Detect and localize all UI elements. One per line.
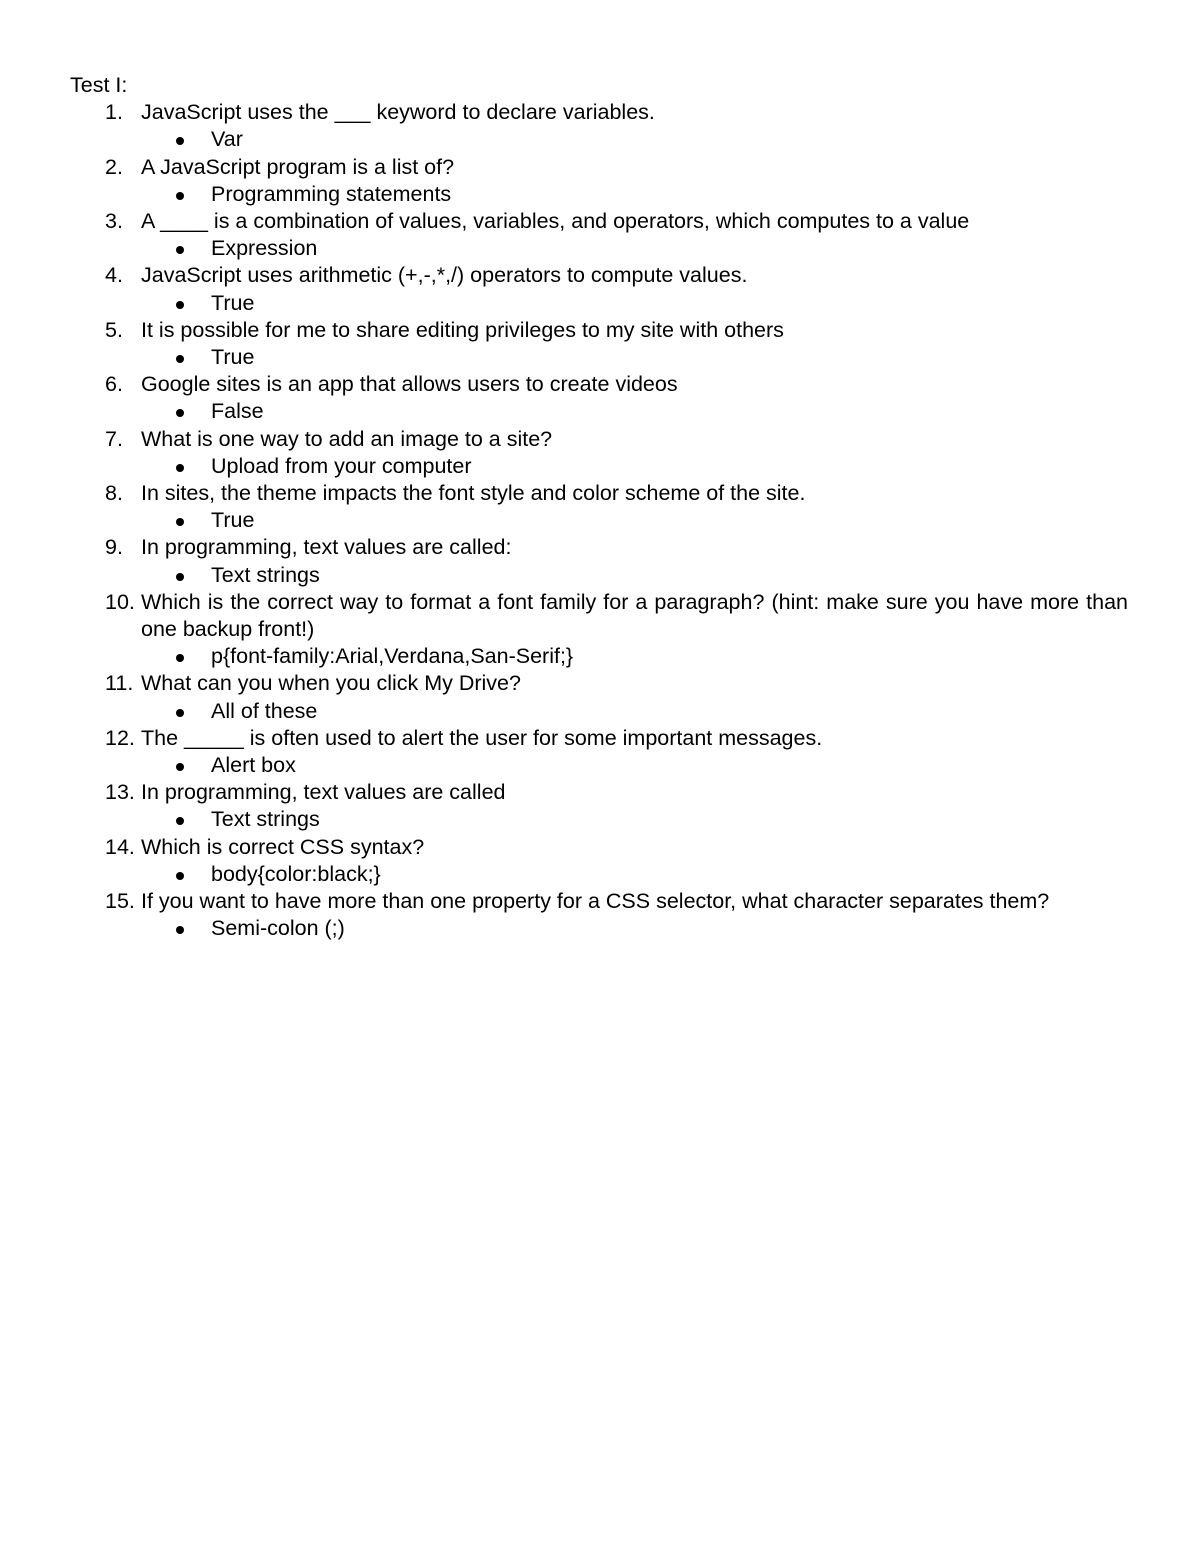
question-text: JavaScript uses arithmetic (+,-,*,/) operators to compute values. [141, 263, 748, 288]
answer-item [141, 507, 1128, 534]
answer-item [141, 562, 1128, 589]
question-item [70, 670, 1128, 724]
answer-item [141, 915, 1128, 942]
answer-text: True [211, 290, 255, 315]
question-text: In programming, text values are called [141, 780, 506, 805]
bullet-icon [176, 709, 184, 717]
question-number: 3. [105, 209, 123, 234]
question-number: 12. [105, 725, 135, 750]
question-number: 6. [105, 372, 123, 397]
answer-text: p{font-family:Arial,Verdana,San-Serif;} [211, 644, 574, 669]
answer-text: All of these [211, 698, 318, 723]
question-text: What can you when you click My Drive? [141, 671, 521, 696]
question-item [70, 888, 1128, 942]
answer-item [141, 235, 1128, 262]
question-item [70, 725, 1128, 779]
document-content [70, 72, 1128, 943]
answer-item [141, 181, 1128, 208]
answer-text: Var [211, 127, 243, 152]
bullet-icon [176, 464, 184, 472]
question-text: If you want to have more than one property for a CSS selector, what character separates them? [141, 889, 1050, 914]
answer-item [141, 290, 1128, 317]
answer-item [141, 398, 1128, 425]
question-number: 10. [105, 589, 135, 614]
question-number: 1. [105, 100, 123, 125]
answer-text: Upload from your computer [211, 453, 472, 478]
bullet-icon [176, 137, 184, 145]
bullet-icon [176, 763, 184, 771]
answer-text: Expression [211, 236, 318, 261]
question-item [70, 262, 1128, 316]
question-number: 13. [105, 780, 135, 805]
answer-text: True [211, 508, 255, 533]
answer-item [141, 806, 1128, 833]
question-text: A JavaScript program is a list of? [141, 154, 455, 179]
bullet-icon [176, 355, 184, 363]
question-text: Google sites is an app that allows users to create videos [141, 372, 678, 397]
question-text: Which is the correct way to format a font family for a paragraph? (hint: make sure you have more than one backup front!) [141, 589, 1128, 642]
answer-item [141, 126, 1128, 153]
answer-text: Programming statements [211, 181, 452, 206]
question-text: JavaScript uses the ___ keyword to declare variables. [141, 100, 655, 125]
answer-text: False [211, 399, 264, 424]
question-item [70, 371, 1128, 425]
question-list [70, 99, 1128, 942]
question-number: 4. [105, 263, 123, 288]
bullet-icon [176, 246, 184, 254]
answer-item [141, 643, 1128, 670]
answer-text: Text strings [211, 562, 320, 587]
question-text: In programming, text values are called: [141, 535, 512, 560]
answer-text: Semi-colon (;) [211, 916, 345, 941]
answer-item [141, 698, 1128, 725]
question-item [70, 779, 1128, 833]
test-heading: Test I: [70, 73, 128, 97]
question-text: A ____ is a combination of values, variables, and operators, which computes to a value [141, 209, 970, 234]
bullet-icon [176, 192, 184, 200]
question-item [70, 317, 1128, 371]
question-item [70, 154, 1128, 208]
question-number: 7. [105, 426, 123, 451]
question-item [70, 99, 1128, 153]
question-text: What is one way to add an image to a site? [141, 426, 553, 451]
question-number: 9. [105, 535, 123, 560]
question-text: It is possible for me to share editing privileges to my site with others [141, 317, 784, 342]
question-number: 5. [105, 317, 123, 342]
question-number: 11. [105, 671, 134, 696]
question-item [70, 534, 1128, 588]
bullet-icon [176, 518, 184, 526]
answer-item [141, 453, 1128, 480]
bullet-icon [176, 573, 184, 581]
question-number: 15. [105, 889, 135, 914]
answer-item [141, 344, 1128, 371]
question-text: Which is correct CSS syntax? [141, 834, 425, 859]
answer-text: True [211, 345, 255, 370]
question-number: 14. [105, 834, 135, 859]
question-item [70, 834, 1128, 888]
answer-text: Text strings [211, 807, 320, 832]
bullet-icon [176, 817, 184, 825]
bullet-icon [176, 301, 184, 309]
answer-text: Alert box [211, 753, 296, 778]
bullet-icon [176, 409, 184, 417]
answer-item [141, 861, 1128, 888]
answer-item [141, 752, 1128, 779]
question-number: 8. [105, 481, 123, 506]
bullet-icon [176, 872, 184, 880]
question-item [70, 480, 1128, 534]
bullet-icon [176, 926, 184, 934]
bullet-icon [176, 654, 184, 662]
question-item [70, 208, 1128, 262]
question-item [70, 589, 1128, 671]
question-text: In sites, the theme impacts the font style and color scheme of the site. [141, 481, 806, 506]
question-number: 2. [105, 154, 123, 179]
question-text: The _____ is often used to alert the user for some important messages. [141, 725, 823, 750]
question-item [70, 426, 1128, 480]
answer-text: body{color:black;} [211, 861, 381, 886]
